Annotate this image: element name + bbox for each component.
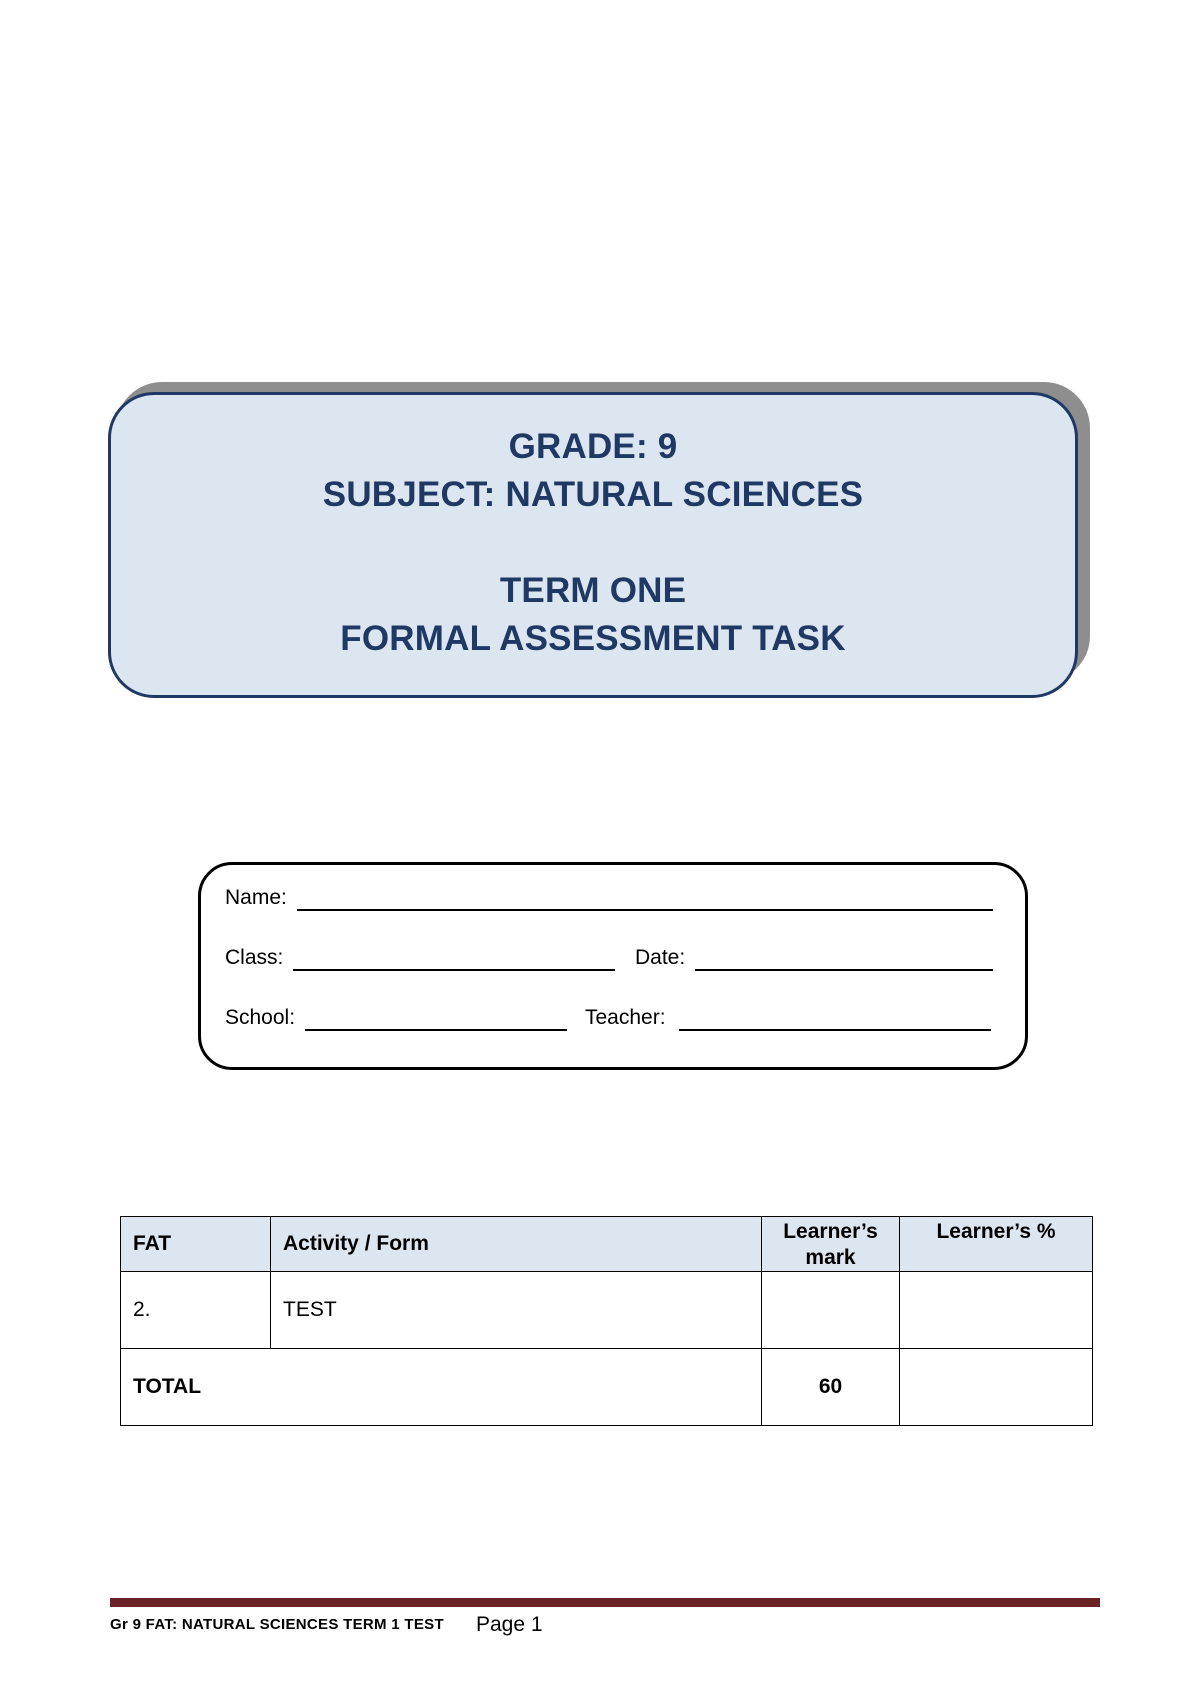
teacher-label: Teacher: bbox=[585, 1006, 666, 1029]
header-learner-percent: Learner’s % bbox=[900, 1217, 1093, 1272]
school-field[interactable] bbox=[305, 1005, 567, 1031]
header-mark-line1: Learner’s bbox=[783, 1220, 878, 1243]
class-label: Class: bbox=[225, 946, 284, 969]
class-field[interactable] bbox=[293, 945, 615, 971]
row-learner-mark[interactable] bbox=[762, 1272, 900, 1349]
subject-title: SUBJECT: NATURAL SCIENCES bbox=[322, 475, 864, 514]
row-learner-percent[interactable] bbox=[900, 1272, 1093, 1349]
date-label: Date: bbox=[635, 946, 686, 969]
header-activity: Activity / Form bbox=[271, 1217, 762, 1272]
learner-info-box bbox=[198, 862, 1028, 1070]
school-label: School: bbox=[225, 1006, 296, 1029]
row-fat-number: 2. bbox=[121, 1272, 271, 1349]
assessment-title: FORMAL ASSESSMENT TASK bbox=[340, 619, 846, 658]
header-mark-line2: mark bbox=[805, 1246, 856, 1269]
date-field[interactable] bbox=[695, 945, 993, 971]
fat-table bbox=[120, 1216, 1093, 1426]
table-header-row bbox=[121, 1217, 1093, 1272]
page-number: Page 1 bbox=[476, 1613, 543, 1636]
name-label: Name: bbox=[225, 886, 287, 909]
total-mark: 60 bbox=[762, 1349, 900, 1426]
footer-rule bbox=[110, 1598, 1100, 1607]
total-label: TOTAL bbox=[121, 1349, 762, 1426]
title-box bbox=[108, 392, 1078, 698]
teacher-field[interactable] bbox=[679, 1005, 991, 1031]
row-activity: TEST bbox=[271, 1272, 762, 1349]
table-row bbox=[121, 1272, 1093, 1349]
footer-text: Gr 9 FAT: NATURAL SCIENCES TERM 1 TEST bbox=[110, 1616, 444, 1633]
header-learner-mark bbox=[762, 1217, 900, 1272]
header-fat: FAT bbox=[121, 1217, 271, 1272]
table-total-row bbox=[121, 1349, 1093, 1426]
name-field[interactable] bbox=[297, 885, 993, 911]
term-title: TERM ONE bbox=[499, 571, 687, 610]
total-percent[interactable] bbox=[900, 1349, 1093, 1426]
grade-title: GRADE: 9 bbox=[508, 427, 678, 466]
